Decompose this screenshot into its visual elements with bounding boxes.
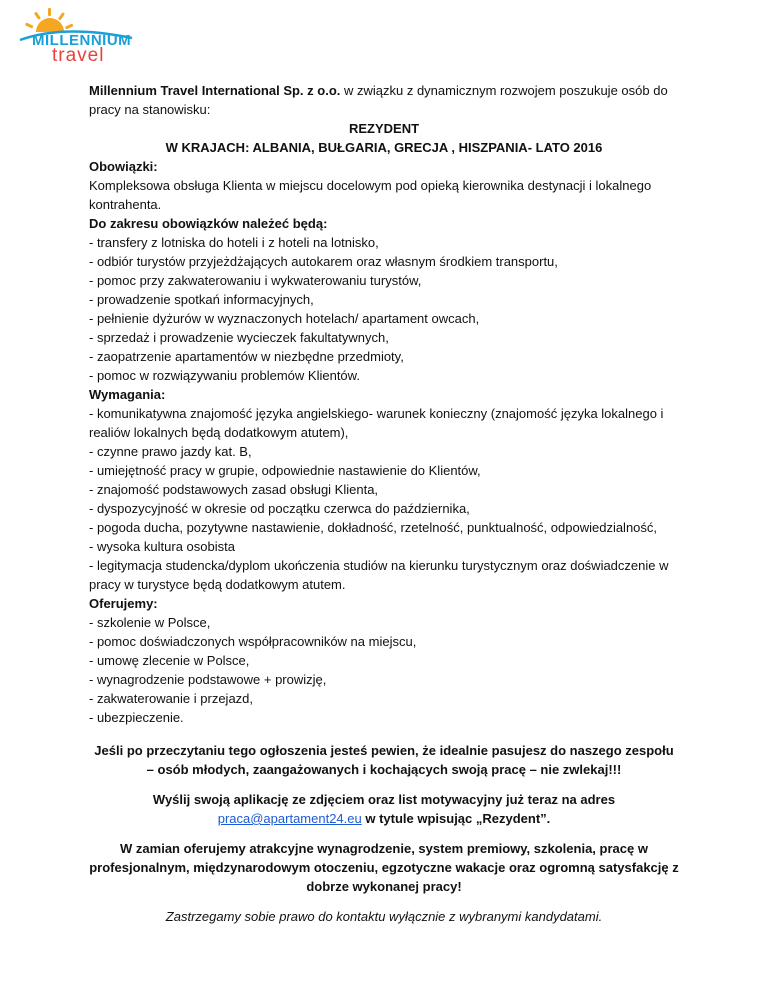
offer-heading: Oferujemy: <box>89 596 158 611</box>
disclaimer: Zastrzegamy sobie prawo do kontaktu wyłącznie z wybranymi kandydatami. <box>165 909 603 924</box>
company-name: Millennium Travel International Sp. z o.o. <box>89 83 341 98</box>
application-title-note: w tytule wpisując „Rezydent”. <box>361 811 551 826</box>
list-item: - czynne prawo jazdy kat. B, <box>89 444 252 459</box>
intro-text: w związku z dynamicznym rozwojem poszukuje osób do pracy na stanowisku: <box>89 83 668 117</box>
list-item: - prowadzenie spotkań informacyjnych, <box>89 292 314 307</box>
job-posting <box>89 81 679 937</box>
email-link[interactable]: praca@apartament24.eu <box>217 811 362 826</box>
position-title: REZYDENT <box>348 121 420 136</box>
list-item: - sprzedaż i prowadzenie wycieczek fakultatywnych, <box>89 330 389 345</box>
list-item: - wysoka kultura osobista <box>89 539 235 554</box>
list-item: - pełnienie dyżurów w wyznaczonych hotelach/ apartament owcach, <box>89 311 480 326</box>
duties-text: Kompleksowa obsługa Klienta w miejscu docelowym pod opieką kierownika destynacji i lokalnego kontrahenta. <box>89 178 652 212</box>
list-item: - umowę zlecenie w Polsce, <box>89 653 250 668</box>
logo-text-millennium: MILLENNIUM <box>32 32 132 49</box>
call-to-action: Jeśli po przeczytaniu tego ogłoszenia jesteś pewien, że idealnie pasujesz do naszego zespołu – osób młodych, zaangażowanych i kochających swoją pracę – nie zwlekaj!!! <box>94 743 674 777</box>
list-item: - umiejętność pracy w grupie, odpowiednie nastawienie do Klientów, <box>89 463 481 478</box>
list-item: - pomoc w rozwiązywaniu problemów Klientów. <box>89 368 360 383</box>
list-item: - wynagrodzenie podstawowe + prowizję, <box>89 672 327 687</box>
list-item: - pomoc doświadczonych współpracowników na miejscu, <box>89 634 417 649</box>
list-item: - ubezpieczenie. <box>89 710 184 725</box>
list-item: - pogoda ducha, pozytywne nastawienie, dokładność, rzetelność, punktualność, odpowiedzialność, <box>89 520 658 535</box>
benefits-paragraph: W zamian oferujemy atrakcyjne wynagrodzenie, system premiowy, szkolenia, pracę w profesjonalnym, międzynarodowym otoczeniu, egzotyczne wakacje oraz ogromną satysfakcję z dobrze wykonanej pracy! <box>89 841 679 894</box>
list-item: - szkolenie w Polsce, <box>89 615 211 630</box>
list-item: - odbiór turystów przyjeżdżających autokarem oraz własnym środkiem transportu, <box>89 254 558 269</box>
offer-list <box>89 613 679 727</box>
duties-heading: Obowiązki: <box>89 159 158 174</box>
list-item: - dyspozycyjność w okresie od początku czerwca do października, <box>89 501 470 516</box>
footer-section <box>89 741 679 926</box>
logo-text-travel: travel <box>52 45 105 66</box>
application-instructions <box>89 790 679 828</box>
list-item: - zakwaterowanie i przejazd, <box>89 691 254 706</box>
list-item: - komunikatywna znajomość języka angielskiego- warunek konieczny (znajomość języka lokalnego i realiów lokalnych będą dodatkowym atutem), <box>89 406 664 440</box>
duties-list <box>89 233 679 385</box>
application-text: Wyślij swoją aplikację ze zdjęciem oraz list motywacyjny już teraz na adres <box>152 792 616 807</box>
list-item: - transfery z lotniska do hoteli i z hoteli na lotnisko, <box>89 235 379 250</box>
duties-scope-heading: Do zakresu obowiązków należeć będą: <box>89 216 328 231</box>
list-item: - pomoc przy zakwaterowaniu i wykwaterowaniu turystów, <box>89 273 422 288</box>
company-logo <box>14 6 154 70</box>
list-item: - zaopatrzenie apartamentów w niezbędne przedmioty, <box>89 349 404 364</box>
requirements-list <box>89 404 679 594</box>
intro-paragraph <box>89 81 679 119</box>
requirements-heading: Wymagania: <box>89 387 166 402</box>
list-item: - legitymacja studencka/dyplom ukończenia studiów na kierunku turystycznym oraz doświadczenie w pracy w turystyce będą dodatkowym atutem. <box>89 558 669 592</box>
list-item: - znajomość podstawowych zasad obsługi Klienta, <box>89 482 379 497</box>
position-countries: W KRAJACH: ALBANIA, BUŁGARIA, GRECJA , HISZPANIA- LATO 2016 <box>165 140 603 155</box>
